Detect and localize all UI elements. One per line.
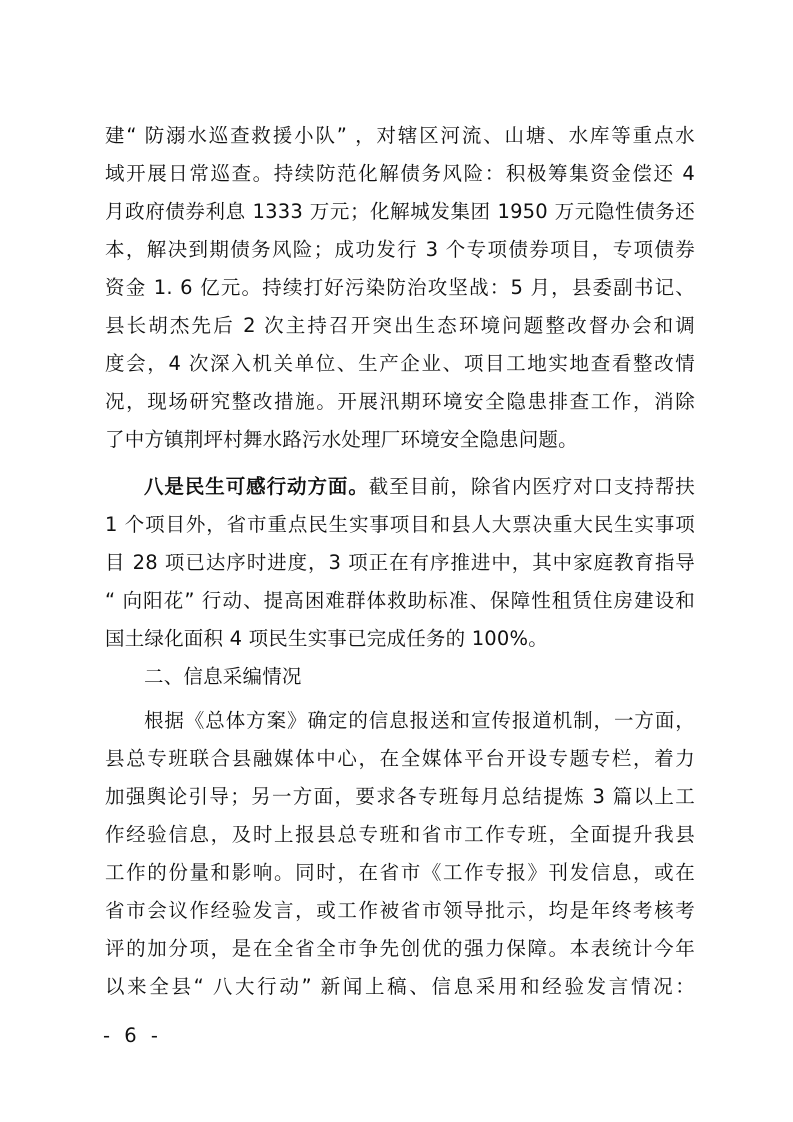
paragraph-line: 1 个项目外，省市重点民生实事项目和县人大票决重大民生实事项: [105, 513, 695, 536]
paragraph-line: 资金 1. 6 亿元。持续打好污染防治攻坚战：5 月，县委副书记、: [105, 276, 695, 299]
paragraph-line: 国土绿化面积 4 项民生实事已完成任务的 100%。: [105, 627, 548, 650]
paragraph-line: 域开展日常巡查。持续防范化解债务风险：积极筹集资金偿还 4: [105, 162, 695, 185]
paragraph-line: 作经验信息，及时上报县总专班和省市工作专班，全面提升我县: [105, 823, 695, 846]
paragraph-line: 根据《总体方案》确定的信息报送和宣传报道机制，一方面，: [144, 709, 695, 732]
paragraph-line: 县总专班联合县融媒体中心，在全媒体平台开设专题专栏，着力: [105, 747, 695, 770]
paragraph-line: 目 28 项已达序时进度，3 项正在有序推进中，其中家庭教育指导: [105, 551, 695, 574]
paragraph-line: 况，现场研究整改措施。开展汛期环境安全隐患排查工作，消除: [105, 390, 695, 413]
paragraph-line: 以来全县“ 八大行动” 新闻上稿、信息采用和经验发言情况：: [105, 975, 695, 998]
paragraph-text: 截至目前，除省内医疗对口支持帮扶: [368, 475, 695, 498]
page-number: - 6 -: [103, 1024, 162, 1047]
paragraph-line: 县长胡杰先后 2 次主持召开突出生态环境问题整改督办会和调: [105, 314, 695, 337]
paragraph-line: “ 向阳花” 行动、提高困难群体救助标准、保障性租赁住房建设和: [105, 589, 695, 612]
paragraph-line: 省市会议作经验发言，或工作被省市领导批示，均是年终考核考: [105, 899, 695, 922]
paragraph-line: 了中方镇荆坪村舞水路污水处理厂环境安全隐患问题。: [105, 428, 578, 451]
paragraph-line: 工作的份量和影响。同时，在省市《工作专报》刊发信息，或在: [105, 861, 695, 884]
paragraph-line: [144, 474, 695, 500]
section-heading: 二、信息采编情况: [144, 665, 302, 688]
paragraph-line: 建“ 防溺水巡查救援小队” ，对辖区河流、山塘、水库等重点水: [105, 124, 695, 147]
paragraph-line: 月政府债券利息 1333 万元；化解城发集团 1950 万元隐性债务还: [105, 200, 695, 223]
paragraph-line: 度会，4 次深入机关单位、生产企业、项目工地实地查看整改情: [105, 352, 695, 375]
paragraph-line: 加强舆论引导；另一方面，要求各专班每月总结提炼 3 篇以上工: [105, 785, 695, 808]
paragraph-line: 评的加分项，是在全省全市争先创优的强力保障。本表统计今年: [105, 937, 695, 960]
paragraph-line: 本，解决到期债务风险；成功发行 3 个专项债券项目，专项债券: [105, 238, 695, 261]
section-8-heading: 八是民生可感行动方面。: [144, 475, 369, 498]
